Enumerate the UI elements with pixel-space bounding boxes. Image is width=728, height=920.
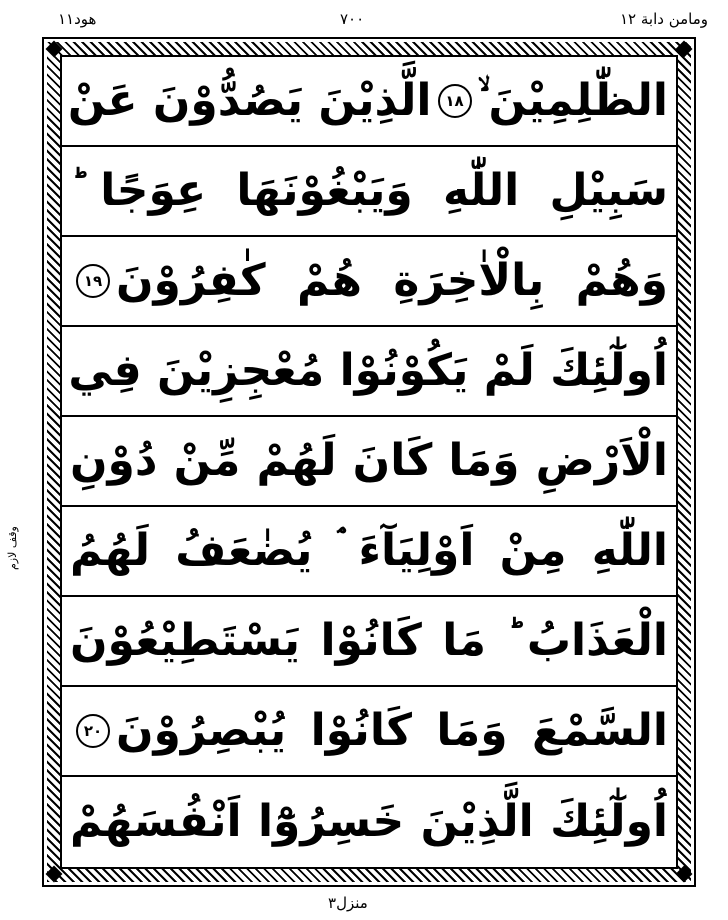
verse-text: السَّمْعَ وَمَا كَانُوْا يُبْصِرُوْنَ xyxy=(116,705,668,756)
verse-text: الْعَذَابُ ؕ مَا كَانُوْا يَسْتَطِيْعُوْنَ xyxy=(70,615,668,666)
text-line xyxy=(62,147,676,237)
ayah-number-marker: ١٩ xyxy=(76,264,110,298)
text-line xyxy=(62,777,676,867)
text-line xyxy=(62,417,676,507)
manzil-footer: منزل٣ xyxy=(328,894,368,912)
verse-text: اُولٰٓئِكَ الَّذِيْنَ خَسِرُوْٓا اَنْفُسَهُمْ xyxy=(70,796,668,847)
surah-header: هود١١ xyxy=(58,10,97,28)
verse-text: الظّٰلِمِيْنَ ۙ xyxy=(477,75,668,126)
verse-text: الَّذِيْنَ يَصُدُّوْنَ عَنْ xyxy=(67,75,432,126)
text-line xyxy=(62,597,676,687)
text-line xyxy=(62,507,676,597)
juz-header: ومامن دابة ١٢ xyxy=(619,10,708,28)
text-line xyxy=(62,57,676,147)
verse-text: الْاَرْضِ وَمَا كَانَ لَهُمْ مِّنْ دُوْنِ xyxy=(70,435,668,486)
page-number: ٧٠٠ xyxy=(340,10,365,28)
ayah-number-marker: ٢٠ xyxy=(76,714,110,748)
text-line xyxy=(62,327,676,417)
verse-text: اللّٰهِ مِنْ اَوْلِيَآءَ ۘ يُضٰعَفُ لَهُمُ xyxy=(70,525,668,576)
ayah-number-marker: ١٨ xyxy=(438,84,472,118)
verse-text: سَبِيْلِ اللّٰهِ وَيَبْغُوْنَهَا عِوَجًا ؕ xyxy=(70,165,668,216)
text-line xyxy=(62,687,676,777)
verse-text: وَهُمْ بِالْاٰخِرَةِ هُمْ كٰفِرُوْنَ xyxy=(116,255,668,306)
verse-text: اُولٰٓئِكَ لَمْ يَكُوْنُوْا مُعْجِزِيْنَ فِي xyxy=(68,345,668,396)
margin-waqf-note: وقف لازم xyxy=(6,526,19,570)
text-line xyxy=(62,237,676,327)
